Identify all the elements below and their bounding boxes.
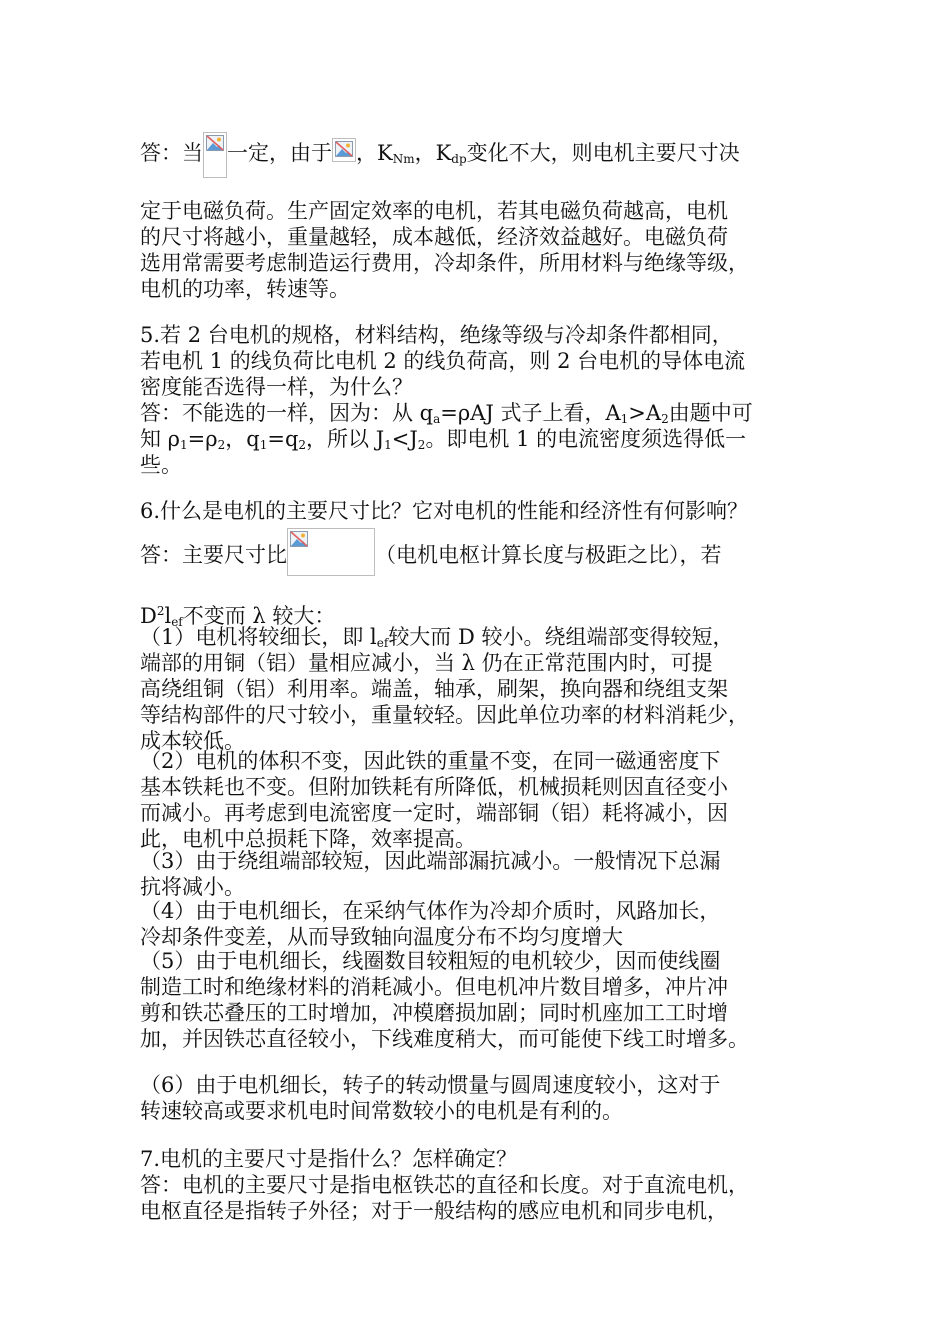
- q4-answer-line-1: [140, 140, 740, 178]
- q4-answer-line: 的尺寸将越小，重量越轻，成本越低，经济效益越好。电磁负荷: [140, 225, 728, 249]
- broken-image-icon: [335, 141, 353, 157]
- q6-answer-line: （2）电机的体积不变，因此铁的重量不变，在同一磁通密度下: [140, 749, 721, 773]
- q4-answer-line: 选用常需要考虑制造运行费用，冷却条件，所用材料与绝缘等级，: [140, 251, 749, 275]
- subscript: a: [433, 412, 441, 426]
- q4-answer-line: 电机的功率，转速等。: [140, 277, 350, 301]
- subscript: Nm: [392, 152, 415, 166]
- q6-answer-line: （5）由于电机细长，线圈数目较粗短的电机较少，因而使线圈: [140, 949, 721, 973]
- text: 不变而 λ 较大：: [182, 604, 336, 628]
- text: （1）电机将较细长，即 l: [140, 625, 377, 649]
- text: 答：不能选的一样，因为：从 q: [140, 401, 434, 425]
- subscript: 2: [417, 438, 426, 452]
- q5-question-line: 5.若 2 台电机的规格，材料结构，绝缘等级与冷却条件都相同，: [140, 323, 733, 347]
- q4-answer-line: 定于电磁负荷。生产固定效率的电机，若其电磁负荷越高，电机: [140, 199, 728, 223]
- q6-answer-line: （3）由于绕组端部较短，因此端部漏抗减小。一般情况下总漏: [140, 849, 721, 873]
- text: =ρAJ 式子上看，A: [440, 401, 621, 425]
- broken-image-icon: [290, 531, 308, 547]
- text: >A: [628, 401, 662, 425]
- broken-image-formula: [287, 528, 375, 576]
- broken-image-icon: [206, 135, 224, 151]
- subscript: 2: [661, 412, 669, 426]
- text: 。即电机 1 的电流密度须选得低一: [425, 427, 747, 451]
- text: ，K: [414, 141, 452, 165]
- q6-answer-line: 此，电机中总损耗下降，效率提高。: [140, 827, 476, 851]
- text: ，所以 J: [306, 427, 385, 451]
- broken-image-formula: [332, 138, 356, 162]
- text: 答：主要尺寸比: [140, 543, 287, 567]
- subscript: 1: [384, 438, 392, 452]
- text: 由题中可: [668, 401, 753, 425]
- text: D: [140, 604, 157, 628]
- q5-question-line: 密度能否选得一样，为什么？: [140, 375, 413, 399]
- q6-answer-line: （4）由于电机细长，在采纳气体作为冷却介质时，风路加长，: [140, 899, 721, 923]
- q5-question-line: 若电机 1 的线负荷比电机 2 的线负荷高，则 2 台电机的导体电流: [140, 349, 746, 373]
- text: ，K: [356, 141, 393, 165]
- q7-answer-line: 答：电机的主要尺寸是指电枢铁芯的直径和长度。对于直流电机，: [140, 1173, 749, 1197]
- text: 答：当: [140, 141, 203, 165]
- q7-answer-line: 电枢直径是指转子外径；对于一般结构的感应电机和同步电机，: [140, 1199, 728, 1223]
- q6-answer-line: 而减小。再考虑到电流密度一定时，端部铜（铝）耗将减小，因: [140, 801, 728, 825]
- q6-answer-line: 端部的用铜（铝）量相应减小，当 λ 仍在正常范围内时，可提: [140, 651, 713, 675]
- q6-answer-line: 加，并因铁芯直径较小，下线难度稍大，而可能使下线工时增多。: [140, 1027, 749, 1051]
- text: =ρ: [187, 427, 218, 451]
- q6-question: 6.什么是电机的主要尺寸比？它对电机的性能和经济性有何影响？: [140, 499, 749, 523]
- subscript: 1: [180, 438, 188, 452]
- subscript: dp: [451, 152, 467, 166]
- q6-answer-line-1: [140, 542, 722, 576]
- q7-question: 7.电机的主要尺寸是指什么？怎样确定？: [140, 1147, 518, 1171]
- q6-answer-line: 冷却条件变差，从而导致轴向温度分布不均匀度增大: [140, 925, 623, 949]
- text: 变化不大，则电机主要尺寸决: [466, 141, 740, 165]
- text: 知 ρ: [140, 427, 181, 451]
- text: 一定，由于: [227, 141, 332, 165]
- subscript: ef: [376, 636, 389, 650]
- text: <J: [391, 427, 418, 451]
- q6-answer-line: 剪和铁芯叠压的工时增加，冲模磨损加剧；同时机座加工工时增: [140, 1001, 728, 1025]
- text: l: [164, 604, 172, 628]
- subscript: 1: [620, 412, 629, 426]
- q6-answer-line: 基本铁耗也不变。但附加铁耗有所降低，机械损耗则因直径变小: [140, 775, 728, 799]
- subscript: 2: [217, 438, 226, 452]
- subscript: 2: [298, 438, 307, 452]
- q6-answer-line: （6）由于电机细长，转子的转动惯量与圆周速度较小，这对于: [140, 1073, 721, 1097]
- q6-answer-line: 抗将减小。: [140, 875, 245, 899]
- text: （电机电枢计算长度与极距之比），若: [375, 543, 722, 567]
- q5-answer-line: 些。: [140, 453, 182, 477]
- text: ，q: [225, 427, 260, 451]
- broken-image-formula: [203, 132, 227, 178]
- superscript: 2: [156, 604, 165, 618]
- q6-answer-line: 转速较高或要求机电时间常数较小的电机是有利的。: [140, 1099, 623, 1123]
- q5-answer-line-2: [140, 426, 746, 458]
- q6-answer-line: 等结构部件的尺寸较小，重量较轻。因此单位功率的材料消耗少，: [140, 703, 749, 727]
- subscript: 1: [259, 438, 268, 452]
- q6-answer-line: 高绕组铜（铝）利用率。端盖，轴承，刷架，换向器和绕组支架: [140, 677, 728, 701]
- q6-answer-line: 制造工时和绝缘材料的消耗减小。但电机冲片数目增多，冲片冲: [140, 975, 728, 999]
- text: 较大而 D 较小。绕组端部变得较短，: [388, 625, 734, 649]
- text: =q: [267, 427, 299, 451]
- q6-answer-line: 成本较低。: [140, 729, 245, 753]
- subscript: ef: [171, 615, 183, 629]
